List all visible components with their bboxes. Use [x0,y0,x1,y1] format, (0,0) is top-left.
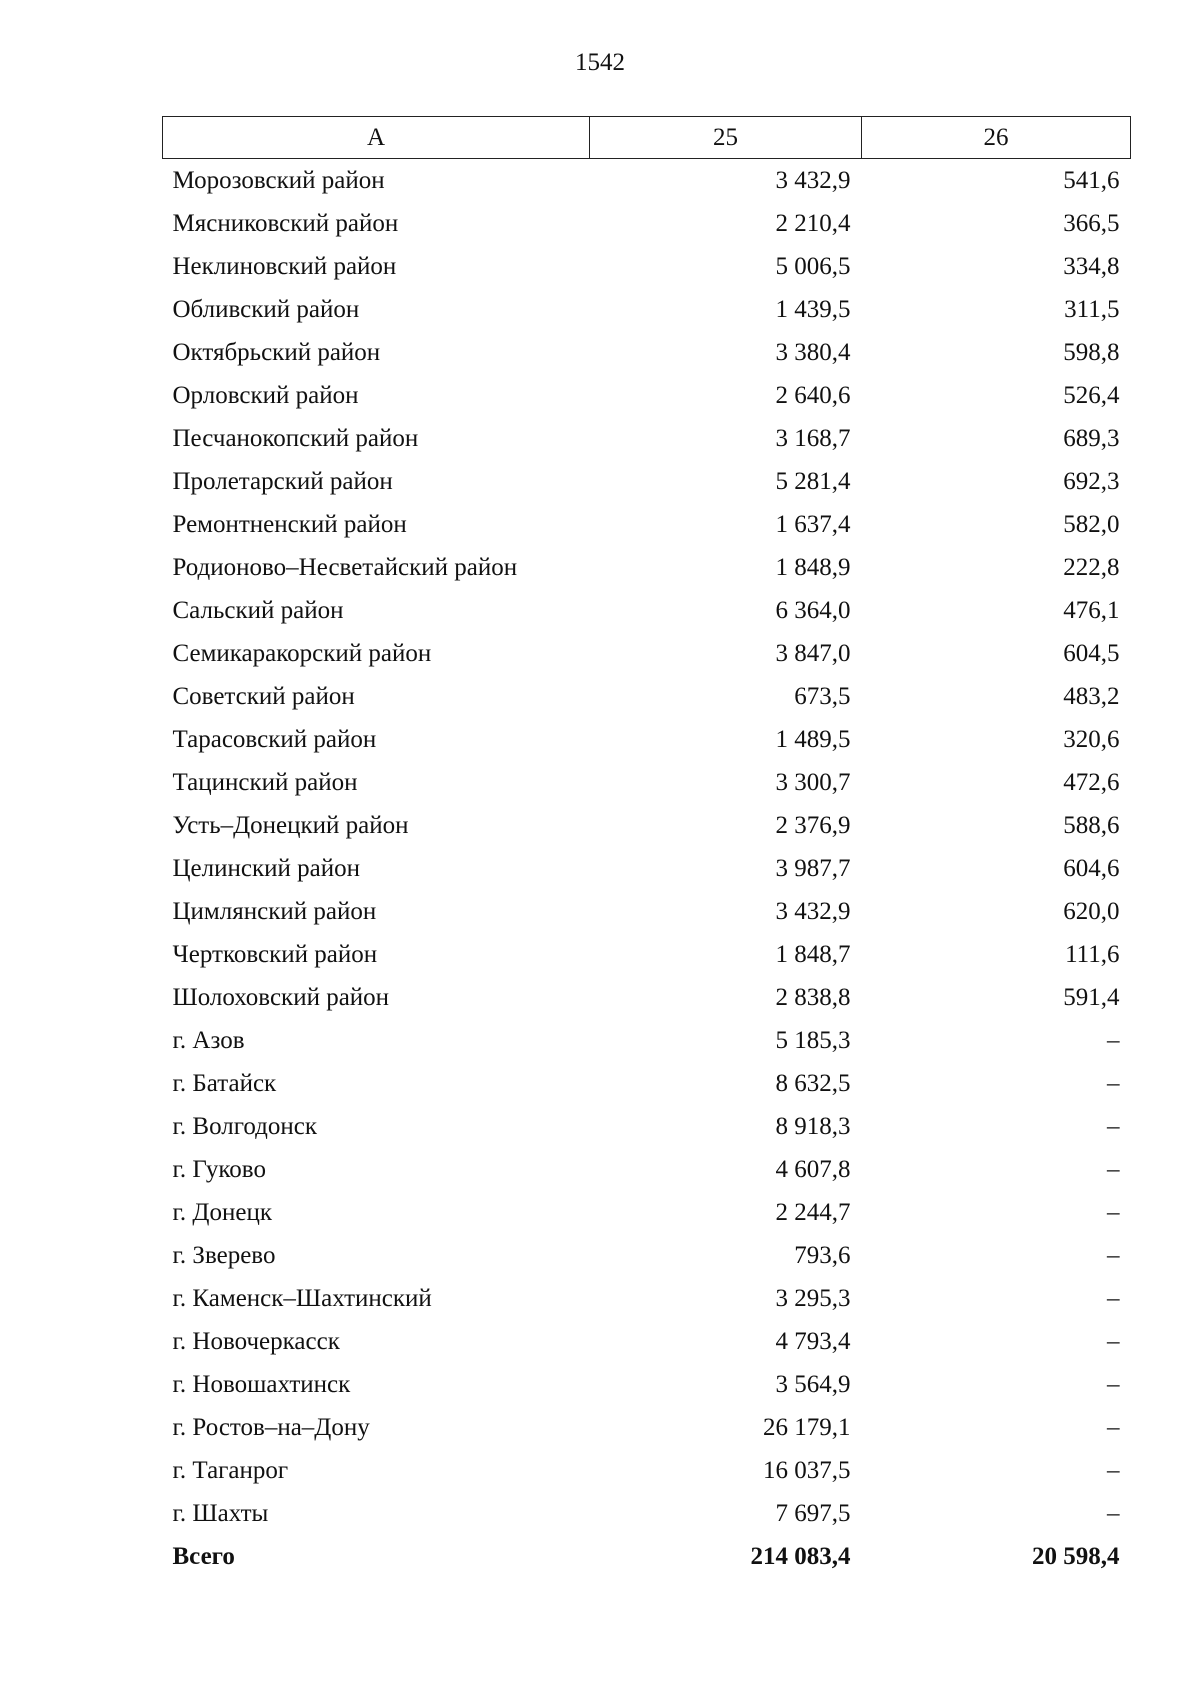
table-row [163,804,1131,847]
table-row [163,1492,1131,1535]
row-value-25-cell: 1 848,9 [775,554,851,581]
table-row [163,1234,1131,1277]
row-value-26-cell: – [1107,1242,1120,1269]
row-name-cell: Чертковский район [172,941,378,968]
row-value-26-cell: 598,8 [1063,339,1120,366]
row-name-cell: г. Азов [172,1027,245,1054]
row-value-26-cell: 111,6 [1065,941,1120,968]
row-value-25-cell: 5 281,4 [775,468,851,495]
header-row [163,117,1131,159]
row-value-26-cell: – [1107,1156,1120,1183]
row-value-26-cell: 476,1 [1063,597,1120,624]
row-value-25-cell: 793,6 [794,1242,851,1269]
row-value-25-cell: 1 489,5 [775,726,851,753]
table-header [163,117,1131,159]
table-row [163,1320,1131,1363]
row-value-26-cell: – [1107,1027,1120,1054]
row-name-cell: г. Каменск–Шахтинский [172,1285,432,1312]
header-cell-col-25: 25 [590,117,862,159]
row-name-cell: Шолоховский район [172,984,390,1011]
row-value-26-cell: 692,3 [1063,468,1120,495]
row-value-26-cell: 604,5 [1063,640,1120,667]
row-name-cell: г. Новошахтинск [172,1371,351,1398]
row-value-25-cell: 3 432,9 [775,167,851,194]
row-value-25-cell: 6 364,0 [775,597,851,624]
table-row [163,202,1131,245]
row-value-25-cell: 4 793,4 [775,1328,851,1355]
row-value-26-cell: 591,4 [1063,984,1120,1011]
row-value-26-cell: 320,6 [1063,726,1120,753]
row-value-26-cell: 582,0 [1063,511,1120,538]
row-value-26-cell: – [1107,1371,1120,1398]
row-name-cell: г. Гуково [172,1156,266,1183]
row-value-25-cell: 3 987,7 [775,855,851,882]
row-value-25-cell: 4 607,8 [775,1156,851,1183]
row-value-26-cell: 541,6 [1063,167,1120,194]
page-number: 1542 [575,49,625,76]
row-value-26-cell: 689,3 [1063,425,1120,452]
table-row [163,761,1131,804]
row-value-26-cell: 604,6 [1063,855,1120,882]
row-value-25-cell: 7 697,5 [775,1500,851,1527]
row-value-25-cell: 1 848,7 [775,941,851,968]
row-value-26-cell: 483,2 [1063,683,1120,710]
row-value-26-cell: 311,5 [1064,296,1120,323]
row-name-cell: Песчанокопский район [172,425,419,452]
row-name-cell: Целинский район [172,855,360,882]
table-row [163,546,1131,589]
row-value-25-cell: 673,5 [794,683,851,710]
table-row [163,933,1131,976]
table-row [163,374,1131,417]
row-value-26-cell: – [1107,1285,1120,1312]
table-row [163,1191,1131,1234]
row-value-26-cell: 620,0 [1063,898,1120,925]
row-name-cell: Мясниковский район [172,210,399,237]
table-row [163,1449,1131,1492]
table-row [163,1062,1131,1105]
table-row [163,1277,1131,1320]
row-name-cell: Октябрьский район [172,339,381,366]
row-name-cell: Тарасовский район [172,726,377,753]
row-value-25-cell: 16 037,5 [763,1457,851,1484]
table-row [163,1105,1131,1148]
row-value-25-cell: 2 210,4 [775,210,851,237]
row-value-25-cell: 3 295,3 [775,1285,851,1312]
table-row [163,976,1131,1019]
row-name-cell: Родионово–Несветайский район [172,554,518,581]
total-value-25-cell: 214 083,4 [750,1543,851,1570]
total-value-26-cell: 20 598,4 [1032,1543,1120,1570]
row-value-26-cell: – [1107,1199,1120,1226]
table-row [163,1148,1131,1191]
table-row [163,460,1131,503]
row-value-25-cell: 5 006,5 [775,253,851,280]
table-row [163,589,1131,632]
row-value-25-cell: 3 432,9 [775,898,851,925]
row-value-25-cell: 8 632,5 [775,1070,851,1097]
row-name-cell: Советский район [172,683,355,710]
row-name-cell: г. Волгодонск [172,1113,318,1140]
row-name-cell: Сальский район [172,597,344,624]
row-value-25-cell: 5 185,3 [775,1027,851,1054]
row-value-26-cell: – [1107,1457,1120,1484]
table-row [163,417,1131,460]
row-name-cell: г. Зверево [172,1242,276,1269]
row-value-26-cell: – [1107,1328,1120,1355]
table-row [163,1019,1131,1062]
row-name-cell: Семикаракорский район [172,640,432,667]
row-value-25-cell: 2 244,7 [775,1199,851,1226]
row-name-cell: Неклиновский район [172,253,397,280]
row-name-cell: г. Батайск [172,1070,277,1097]
header-cell-col-26: 26 [862,117,1131,159]
row-name-cell: Морозовский район [172,167,385,194]
table-row [163,159,1131,203]
row-name-cell: Обливский район [172,296,360,323]
table-row [163,1363,1131,1406]
row-value-26-cell: – [1107,1070,1120,1097]
row-value-25-cell: 1 439,5 [775,296,851,323]
row-value-26-cell: 222,8 [1063,554,1120,581]
row-value-26-cell: – [1107,1500,1120,1527]
row-name-cell: Ремонтненский район [172,511,407,538]
row-value-25-cell: 3 300,7 [775,769,851,796]
row-name-cell: Пролетарский район [172,468,393,495]
data-table [162,116,1131,1578]
table-row [163,675,1131,718]
row-name-cell: Тацинский район [172,769,358,796]
row-value-25-cell: 3 380,4 [775,339,851,366]
row-value-25-cell: 2 376,9 [775,812,851,839]
row-value-26-cell: 366,5 [1063,210,1120,237]
total-label-cell: Всего [172,1543,235,1570]
row-value-26-cell: 588,6 [1063,812,1120,839]
table-row [163,503,1131,546]
table-row [163,890,1131,933]
table-row [163,1406,1131,1449]
row-value-25-cell: 3 847,0 [775,640,851,667]
table-row [163,331,1131,374]
table-row [163,245,1131,288]
table-row [163,718,1131,761]
row-name-cell: Орловский район [172,382,359,409]
header-cell-name: А [163,117,590,159]
row-value-25-cell: 8 918,3 [775,1113,851,1140]
row-name-cell: Усть–Донецкий район [172,812,409,839]
row-value-26-cell: – [1107,1414,1120,1441]
row-value-26-cell: 334,8 [1063,253,1120,280]
row-value-25-cell: 3 564,9 [775,1371,851,1398]
row-value-26-cell: 526,4 [1063,382,1120,409]
row-value-26-cell: 472,6 [1063,769,1120,796]
total-row [163,1535,1131,1578]
row-value-25-cell: 2 838,8 [775,984,851,1011]
table-row [163,632,1131,675]
table-row [163,847,1131,890]
row-name-cell: г. Ростов–на–Дону [172,1414,370,1441]
row-value-25-cell: 2 640,6 [775,382,851,409]
table-row [163,288,1131,331]
row-value-25-cell: 26 179,1 [763,1414,851,1441]
row-value-25-cell: 3 168,7 [775,425,851,452]
row-value-26-cell: – [1107,1113,1120,1140]
row-name-cell: г. Таганрог [172,1457,289,1484]
table-body [163,159,1131,1579]
row-name-cell: Цимлянский район [172,898,377,925]
row-value-25-cell: 1 637,4 [775,511,851,538]
row-name-cell: г. Новочеркасск [172,1328,340,1355]
row-name-cell: г. Донецк [172,1199,272,1226]
row-name-cell: г. Шахты [172,1500,269,1527]
